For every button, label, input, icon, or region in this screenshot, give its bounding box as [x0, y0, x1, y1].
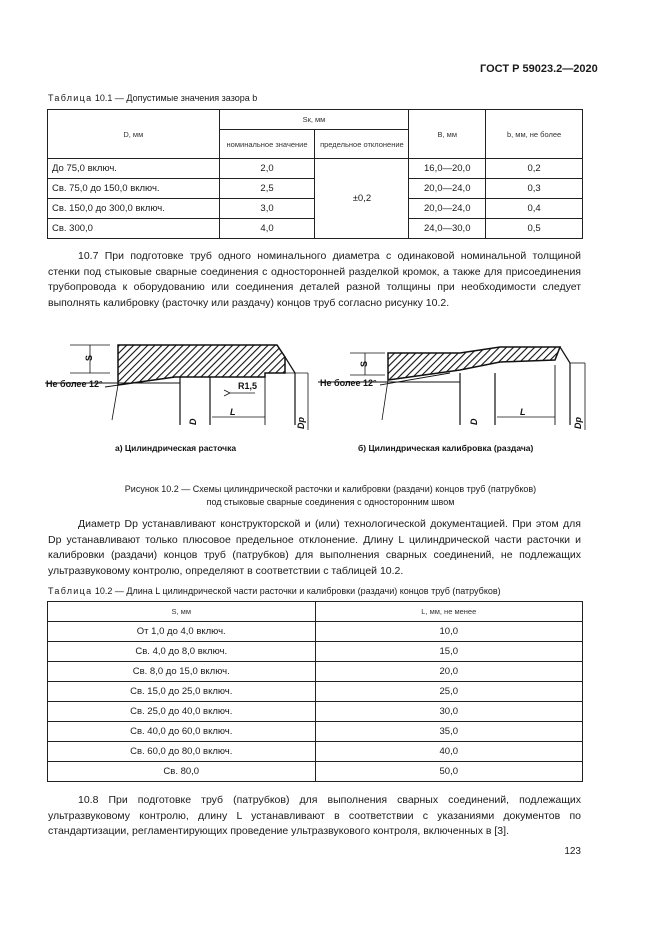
- table1-deviation-cell: ±0,2: [315, 159, 409, 239]
- table1-header-deviation: предельное отклонение: [315, 130, 409, 159]
- table-cell: 20,0—24,0: [409, 199, 486, 219]
- figure-caption: Рисунок 10.2 — Схемы цилиндрической расточки и калибровки (раздачи) концов труб (патрубков) под стыковые сварные соединения с односторонним швом: [124, 484, 537, 507]
- table-cell: 40,0: [315, 742, 583, 762]
- table-cell: Св. 60,0 до 80,0 включ.: [48, 742, 316, 762]
- table-cell: Св. 8,0 до 15,0 включ.: [48, 662, 316, 682]
- page-number: 123: [564, 846, 581, 857]
- table-cell: 2,0: [219, 159, 315, 179]
- table-cell: 20,0—24,0: [409, 179, 486, 199]
- table-cell: 0,4: [486, 199, 583, 219]
- paragraph-10-8: 10.8 При подготовке труб (патрубков) для выполнения сварных соединений, подлежащих ультразвуковому контролю, длину L устанавливают в соответствии с указаниями документов по стандартизации, регламентирующих проведение ультразвукового контроля, включенных в [3].: [48, 794, 581, 837]
- table2: [47, 601, 583, 782]
- label-dp-a: Dр: [296, 417, 306, 429]
- table-cell: 0,2: [486, 159, 583, 179]
- label-l-b: L: [520, 407, 526, 417]
- document-id: ГОСТ Р 59023.2—2020: [480, 63, 598, 75]
- table-cell: Св. 15,0 до 25,0 включ.: [48, 682, 316, 702]
- table-cell: От 1,0 до 4,0 включ.: [48, 622, 316, 642]
- label-angle-a: Не более 12°: [46, 379, 103, 389]
- table2-header-s: S, мм: [48, 602, 316, 622]
- table1-header-sk: Sк, мм: [219, 110, 409, 130]
- table-cell: Св. 300,0: [48, 219, 220, 239]
- table-cell: 4,0: [219, 219, 315, 239]
- table1-header-nominal: номинальное значение: [219, 130, 315, 159]
- label-angle-b: Не более 12°: [320, 378, 377, 388]
- table-cell: Св. 40,0 до 60,0 включ.: [48, 722, 316, 742]
- paragraph-10-7: 10.7 При подготовке труб одного номинального диаметра с одинаковой номинальной толщиной стенки под стыковые сварные соединения с односторонней разделкой кромок, а также для присоединения трубопровода к оборудованию или соединения деталей разной толщины при необходимости следует выполнять калибровку (расточку или раздачу) концов труб согласно рисунку 10.2.: [48, 250, 581, 309]
- table-cell: Св. 80,0: [48, 762, 316, 782]
- table-cell: 35,0: [315, 722, 583, 742]
- table1-header-gap: b, мм, не более: [486, 110, 583, 159]
- table-cell: Св. 75,0 до 150,0 включ.: [48, 179, 220, 199]
- subcaption-a: а) Цилиндрическая расточка: [115, 443, 237, 453]
- table-cell: 3,0: [219, 199, 315, 219]
- table-cell: 10,0: [315, 622, 583, 642]
- label-r-a: R1,5: [238, 381, 258, 391]
- table-cell: 15,0: [315, 642, 583, 662]
- table-cell: 20,0: [315, 662, 583, 682]
- table1-header-d: D, мм: [48, 110, 220, 159]
- label-d-b: D: [469, 418, 479, 425]
- table1: [47, 109, 583, 239]
- label-l-a: L: [230, 407, 236, 417]
- table-cell: 25,0: [315, 682, 583, 702]
- label-d-a: D: [188, 418, 198, 425]
- table-cell: Св. 25,0 до 40,0 включ.: [48, 702, 316, 722]
- table-cell: 0,3: [486, 179, 583, 199]
- table1-caption: Таблица 10.1 — Допустимые значения зазора b: [48, 93, 258, 103]
- table-cell: 16,0—20,0: [409, 159, 486, 179]
- label-s-b: S: [359, 360, 369, 367]
- table-cell: 24,0—30,0: [409, 219, 486, 239]
- table-cell: До 75,0 включ.: [48, 159, 220, 179]
- table2-caption: Таблица 10.2 — Длина L цилиндрической части расточки и калибровки (раздачи) концов труб (патрубков): [48, 586, 501, 596]
- table2-header-l: L, мм, не менее: [315, 602, 583, 622]
- table1-header-b: B, мм: [409, 110, 486, 159]
- table-cell: 0,5: [486, 219, 583, 239]
- table-cell: Св. 4,0 до 8,0 включ.: [48, 642, 316, 662]
- subcaption-b: б) Цилиндрическая калибровка (раздача): [358, 443, 534, 453]
- label-dp-b: Dр: [573, 417, 583, 429]
- table-cell: 2,5: [219, 179, 315, 199]
- label-s-a: S: [84, 354, 94, 361]
- table-cell: 30,0: [315, 702, 583, 722]
- table-cell: Св. 150,0 до 300,0 включ.: [48, 199, 220, 219]
- diagram-b: [318, 347, 585, 430]
- table-cell: 50,0: [315, 762, 583, 782]
- paragraph-dp: Диаметр Dр устанавливают конструкторской и (или) технологической документацией. При этом для Dр устанавливают только плюсовое предельное отклонение. Длину L цилиндрической части расточки и калибровки (раздачи) концов труб (патрубков) для выполнения сварных соединений, не подлежащих ультразвуковому контролю, определяют в соответствии с таблицей 10.2.: [48, 518, 581, 577]
- figure-10-2: [40, 325, 630, 465]
